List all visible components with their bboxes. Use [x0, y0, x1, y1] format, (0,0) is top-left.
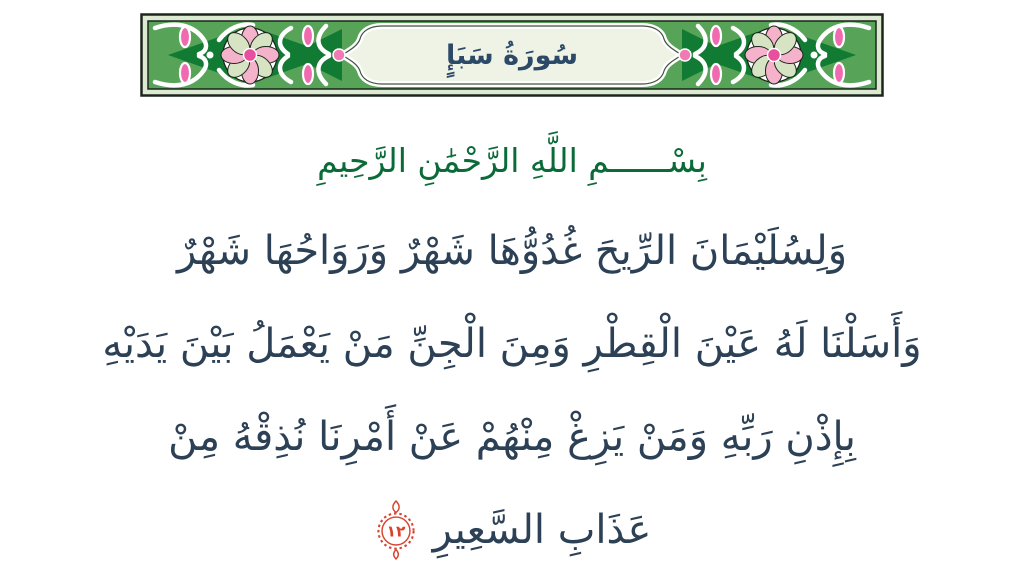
white-dot-ornament — [207, 52, 214, 59]
ayah-number-medallion — [373, 499, 419, 561]
verse-line-1 — [0, 204, 1024, 297]
verse-line-3-text: بِإِذْنِ رَبِّهِ وَمَنْ يَزِغْ مِنْهُمْ عَنْ أَمْرِنَا نُذِقْهُ مِنْ — [168, 413, 856, 460]
bismillah-text: بِسْــــــمِ اللَّهِ الرَّحْمَٰنِ الرَّحِيمِ — [317, 140, 707, 180]
verse-line-1-text: وَلِسُلَيْمَانَ الرِّيحَ غُدُوُّهَا شَهْرٌ وَرَوَاحُهَا شَهْرٌ — [176, 227, 848, 274]
ayah-number: ١٢ — [386, 522, 406, 541]
verse-line-3 — [0, 390, 1024, 483]
rosette-flower-ornament — [221, 26, 279, 84]
surah-title: سُورَةُ سَبَإٍ — [445, 39, 579, 71]
medallion-top-finial — [393, 501, 399, 512]
banner-right-ornaments — [682, 25, 869, 86]
verse-line-2-text: وَأَسَلْنَا لَهُ عَيْنَ الْقِطْرِ وَمِنَ الْجِنِّ مَنْ يَعْمَلُ بَيْنَ يَدَيْهِ — [102, 320, 922, 367]
verse-body — [0, 204, 1024, 576]
medallion-bottom-finial — [393, 549, 398, 558]
verse-line-4 — [0, 483, 1024, 576]
verse-line-4-text: عَذَابِ السَّعِيرِ — [432, 506, 652, 553]
banner-left-ornaments — [155, 25, 342, 86]
verse-line-2 — [0, 297, 1024, 390]
